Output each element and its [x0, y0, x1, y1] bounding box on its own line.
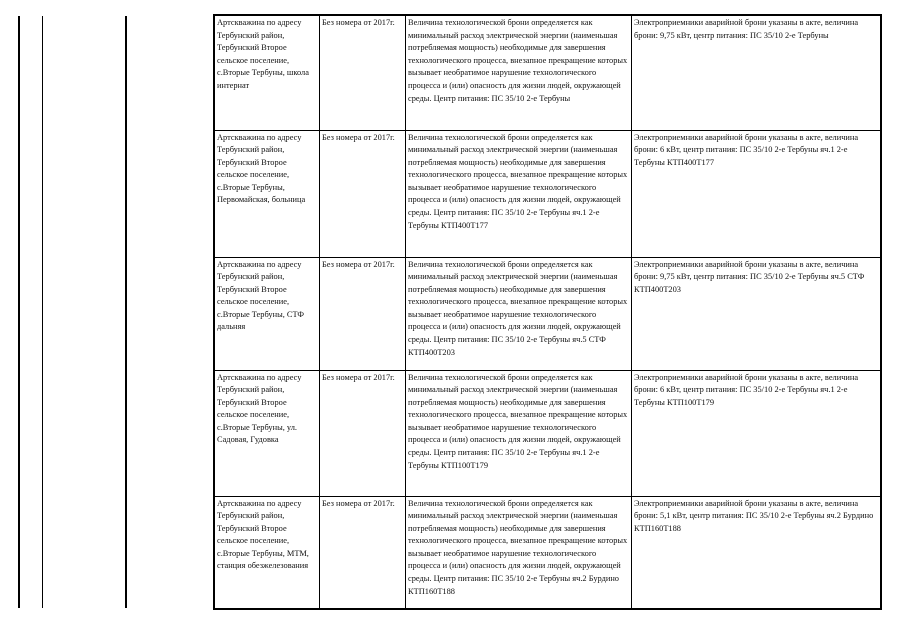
margin-rule-2 — [42, 16, 43, 608]
table-row — [214, 15, 881, 130]
emergency-reserve-cell: Электроприемники аварийной брони указаны в акте, величина брони: 9,75 кВт, центр питания: ПС 35/10 2-е Тербуны — [632, 15, 882, 130]
document-cell: Без номера от 2017г. — [320, 496, 406, 609]
table-row — [214, 130, 881, 257]
emergency-reserve-cell: Электроприемники аварийной брони указаны в акте, величина брони: 6 кВт, центр питания: ПС 35/10 2-е Тербуны яч.1 2-е Тербуны КТП100Т179 — [632, 370, 882, 496]
tech-reserve-cell: Величина технологической брони определяется как минимальный расход электрической энергии (наименьшая потребляемая мощность) необходимые для завершения технологического процесса, внезапное прекращение которых вызывает необратимое нарушение технологического процесса и (или) опасность для жизни людей, окружающей среды. Центр питания: ПС 35/10 2-е Тербуны яч.2 Бурдино КТП160Т188 — [406, 496, 632, 609]
tech-reserve-cell: Величина технологической брони определяется как минимальный расход электрической энергии (наименьшая потребляемая мощность) необходимые для завершения технологического процесса, внезапное прекращение которых вызывает необратимое нарушение технологического процесса и (или) опасность для жизни людей, окружающей среды. Центр питания: ПС 35/10 2-е Тербуны яч.5 СТФ КТП400Т203 — [406, 257, 632, 370]
object-address-cell: Артскважина по адресу Тербунский район, Тербунский Второе сельское поселение, с.Вторые Тербуны, ул. Садовая, Гудовка — [214, 370, 320, 496]
object-address-cell: Артскважина по адресу Тербунский район, Тербунский Второе сельское поселение, с.Вторые Тербуны, школа интернат — [214, 15, 320, 130]
emergency-reserve-cell: Электроприемники аварийной брони указаны в акте, величина брони: 9,75 кВт, центр питания: ПС 35/10 2-е Тербуны яч.5 СТФ КТП400Т203 — [632, 257, 882, 370]
tech-reserve-cell: Величина технологической брони определяется как минимальный расход электрической энергии (наименьшая потребляемая мощность) необходимые для завершения технологического процесса, внезапное прекращение которых вызывает необратимое нарушение технологического процесса и (или) опасность для жизни людей, окружающей среды. Центр питания: ПС 35/10 2-е Тербуны — [406, 15, 632, 130]
tech-reserve-cell: Величина технологической брони определяется как минимальный расход электрической энергии (наименьшая потребляемая мощность) необходимые для завершения технологического процесса, внезапное прекращение которых вызывает необратимое нарушение технологического процесса и (или) опасность для жизни людей, окружающей среды. Центр питания: ПС 35/10 2-е Тербуны яч.1 2-е Тербуны КТП400Т177 — [406, 130, 632, 257]
table-row — [214, 370, 881, 496]
margin-rule-3 — [125, 16, 127, 608]
document-cell: Без номера от 2017г. — [320, 370, 406, 496]
table-row — [214, 257, 881, 370]
emergency-reserve-cell: Электроприемники аварийной брони указаны в акте, величина брони: 6 кВт, центр питания: ПС 35/10 2-е Тербуны яч.1 2-е Тербуны КТП400Т177 — [632, 130, 882, 257]
document-cell: Без номера от 2017г. — [320, 15, 406, 130]
table-row — [214, 496, 881, 609]
emergency-reserve-table — [213, 14, 882, 610]
object-address-cell: Артскважина по адресу Тербунский район, Тербунский Второе сельское поселение, с.Вторые Тербуны, МТМ, станция обезжелезования — [214, 496, 320, 609]
tech-reserve-cell: Величина технологической брони определяется как минимальный расход электрической энергии (наименьшая потребляемая мощность) необходимые для завершения технологического процесса, внезапное прекращение которых вызывает необратимое нарушение технологического процесса и (или) опасность для жизни людей, окружающей среды. Центр питания: ПС 35/10 2-е Тербуны яч.1 2-е Тербуны КТП100Т179 — [406, 370, 632, 496]
object-address-cell: Артскважина по адресу Тербунский район, Тербунский Второе сельское поселение, с.Вторые Тербуны, СТФ дальняя — [214, 257, 320, 370]
margin-rule-1 — [18, 16, 20, 608]
document-cell: Без номера от 2017г. — [320, 257, 406, 370]
object-address-cell: Артскважина по адресу Тербунский район, Тербунский Второе сельское поселение, с.Вторые Тербуны, Первомайская, больница — [214, 130, 320, 257]
emergency-reserve-cell: Электроприемники аварийной брони указаны в акте, величина брони: 5,1 кВт, центр питания: ПС 35/10 2-е Тербуны яч.2 Бурдино КТП160Т188 — [632, 496, 882, 609]
document-cell: Без номера от 2017г. — [320, 130, 406, 257]
